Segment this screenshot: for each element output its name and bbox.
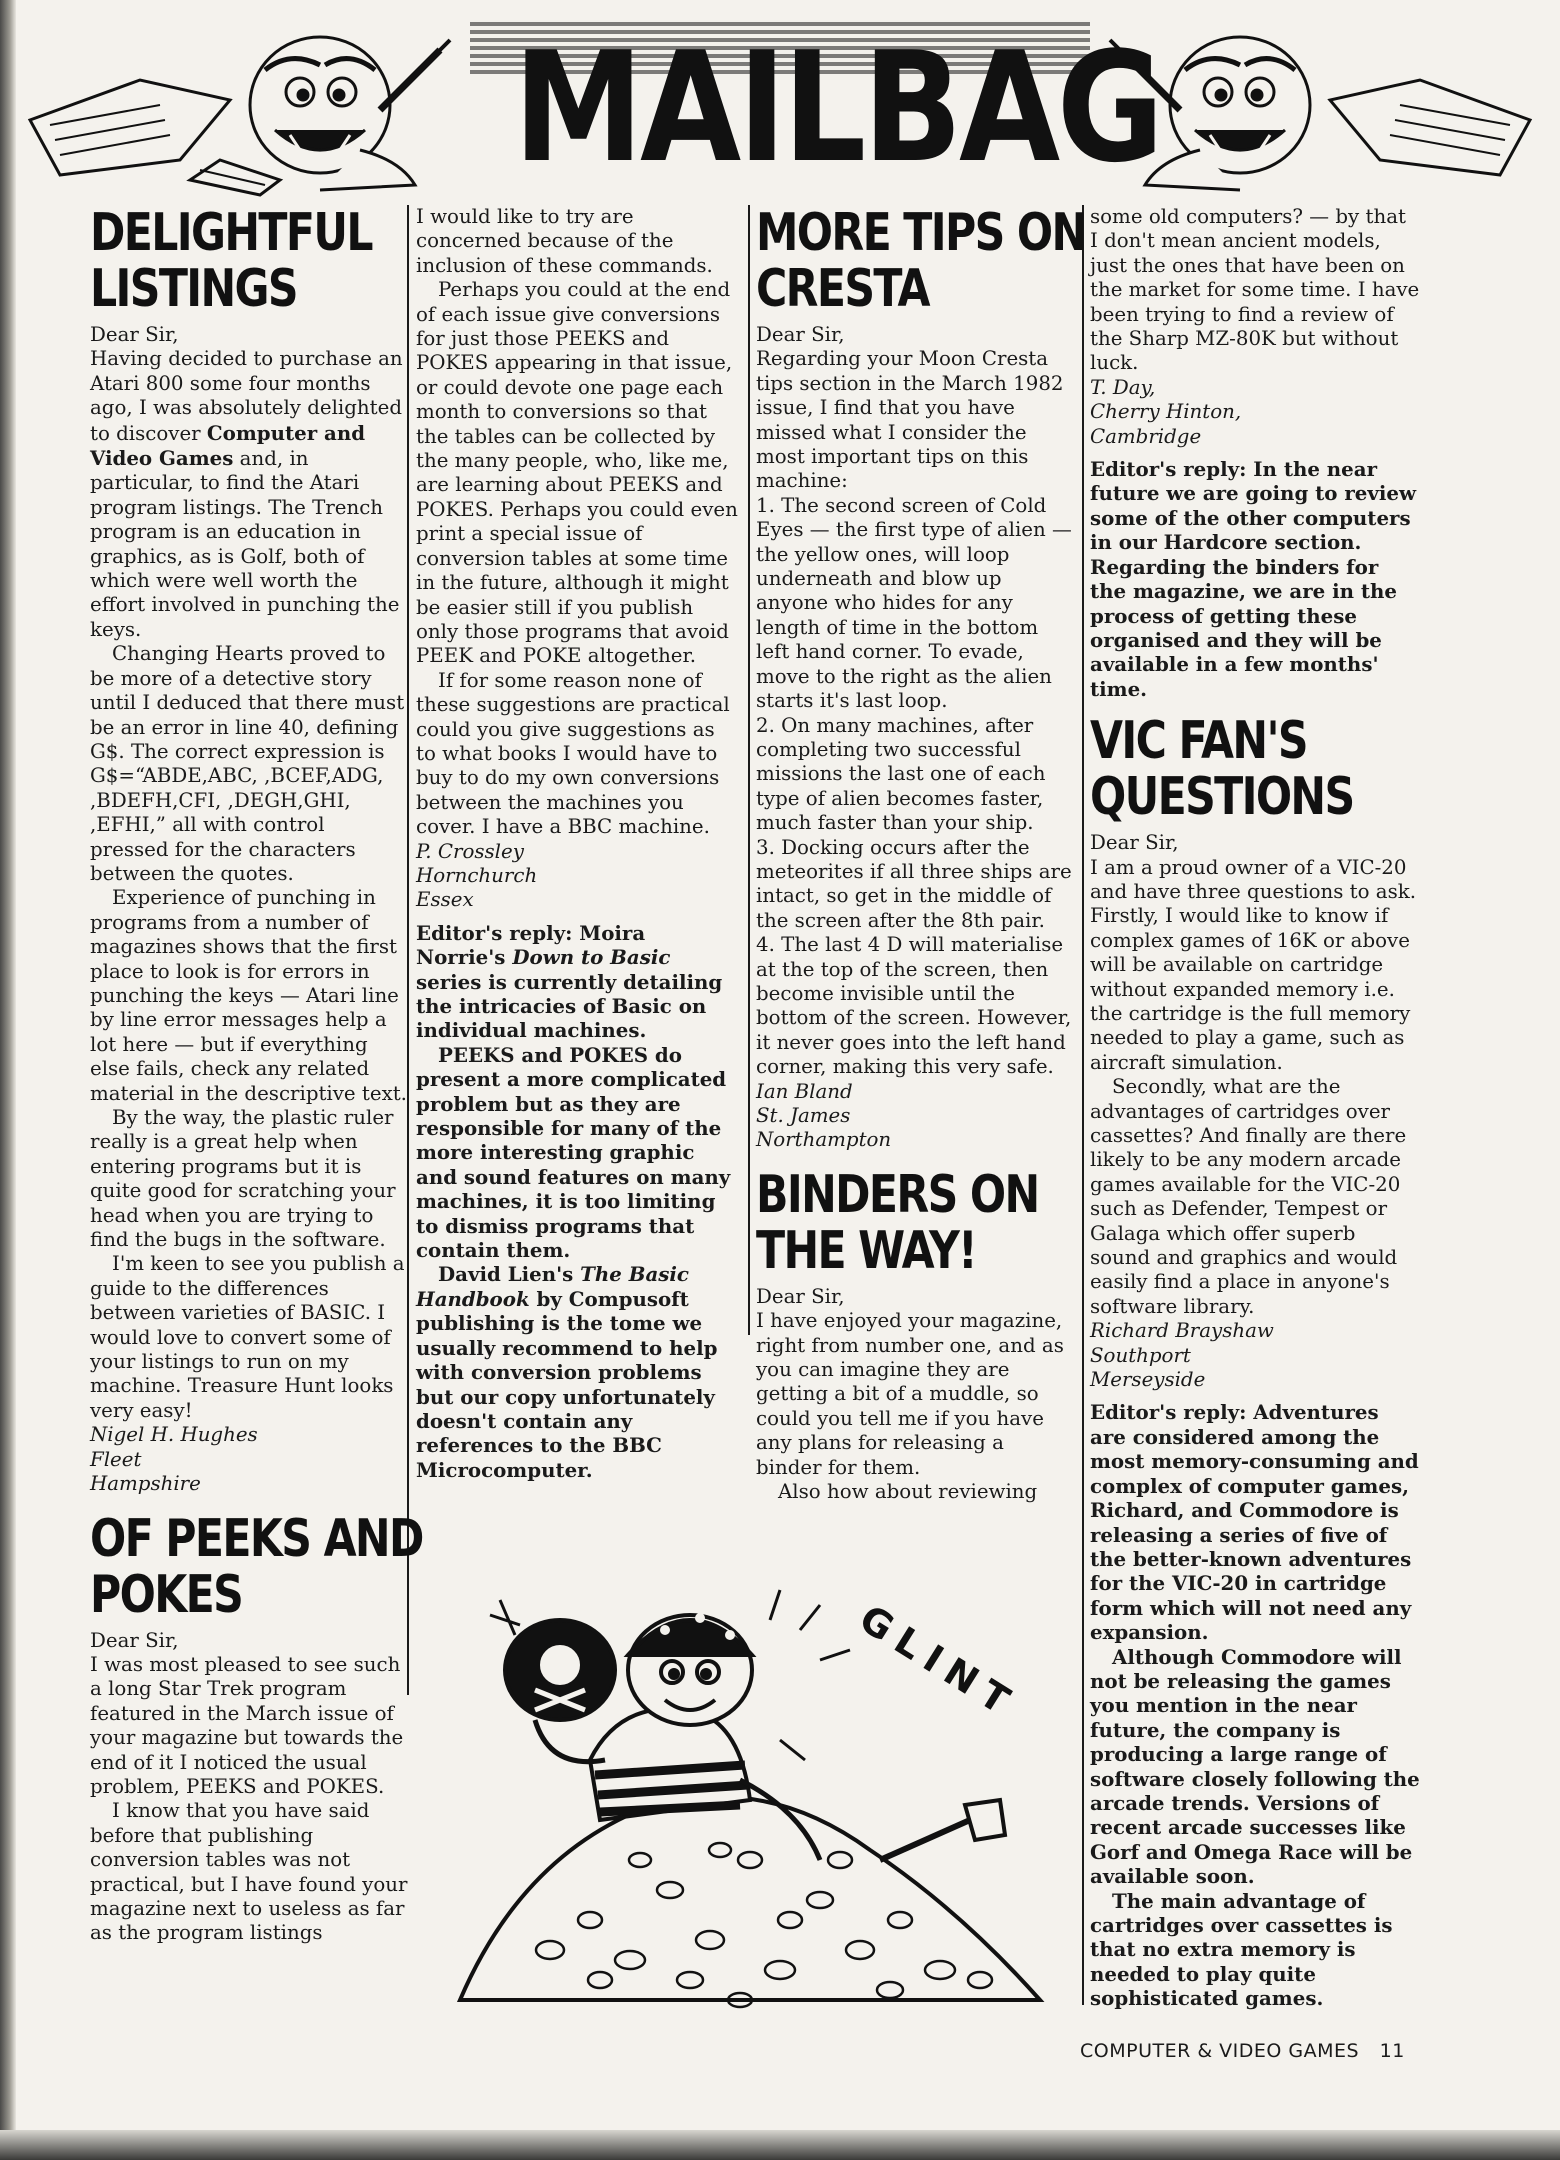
letter-paragraph: I would like to try are concerned because of the inclusion of these commands. (416, 205, 713, 277)
left-creature-illustration (20, 10, 460, 200)
page-footer (1080, 2040, 1405, 2062)
column-4 (1090, 205, 1420, 2011)
page-bottom-shadow (0, 2130, 1560, 2160)
editors-reply-paragraph: Although Commodore will not be releasing the games you mention in the near future, the company is producing a large range of software closely following the arcade trends. Versions of recent arcade successes like Gorf and Omega Race will be available soon. (1090, 1644, 1420, 1889)
tip-item: 2. On many machines, after completing two successful missions the last one of each type of alien becomes faster, much faster than your ship. (756, 713, 1046, 835)
page-number: 11 (1379, 2040, 1405, 2062)
pirate-treasure-illustration (440, 1560, 1080, 2030)
letter-paragraph: I am a proud owner of a VIC-20 and have three questions to ask. Firstly, I would like to know if complex games of 16K or above will be available on cartridge without expanded memory i.e. the cartridge is the full memory needed to play a game, such as aircraft simulation. (1090, 855, 1417, 1074)
letter-paragraph: I was most pleased to see such a long Star Trek program featured in the March issue of your magazine but towards the end of it I noticed the usual problem, PEEKS and POKES. (90, 1652, 404, 1798)
editors-reply: Editor's reply: Moira Norrie's Down to Basic series is currently detailing the intricacies of Basic on individual machines. (416, 920, 723, 1043)
column-rule (1082, 205, 1084, 2005)
letter-paragraph: I have enjoyed your magazine, right from number one, and as you can imagine they are getting a bit of a muddle, so could you tell me if you have any plans for releasing a binder for them. (756, 1309, 1064, 1479)
salutation: Dear Sir, (90, 1628, 179, 1652)
letter-paragraph: Experience of punching in programs from a number of magazines shows that the first place to look is for errors in punching the keys — Atari line by line error messages help a lot here — but if everything else fails, check any related material in the descriptive text. (90, 886, 407, 1105)
letter-paragraph: Perhaps you could at the end of each issue give conversions for just those PEEKS and POKES appearing in that issue, or could devote one page each month to conversions so that the tables can be collected by the many people, who, like me, are learning about PEEKS and POKES. Perhaps you could even print a special issue of conversion tables at some time in the future, although it might be easier still if you publish only those programs that avoid PEEK and POKE altogether. (416, 278, 738, 668)
letter-paragraph: I know that you have said before that publishing conversion tables was not practical, but I have found your magazine next to useless as far as the program listings (90, 1799, 408, 1945)
tip-item: 1. The second screen of Cold Eyes — the first type of alien — the yellow ones, will loop underneath and blow up anyone who hides for any length of time in the bottom left hand corner. To evade, move to the right as the alien starts it's last loop. (756, 493, 1072, 713)
letter-paragraph: Having decided to purchase an Atari 800 some four months ago, I was absolutely delighted to discover Computer and Video Games and, in particular, to find the Atari program listings. The Trench program is an education in graphics, as is Golf, both of which were well worth the effort involved in punching the keys. (90, 347, 403, 641)
editors-reply-paragraph: David Lien's The Basic Handbook by Compusoft publishing is the tome we usually recommend to help with conversion problems but our copy unfortunately doesn't contain any references to the BBC Microcomputer. (416, 1262, 718, 1482)
signature-town: St. James (756, 1104, 851, 1127)
masthead (0, 0, 1560, 200)
signature-town: Southport (1090, 1343, 1191, 1367)
letter-paragraph: If for some reason none of these suggestions are practical could you give suggestions as to what books I would have to buy to do my own conversions between the machines you cover. I have a BBC machine. (416, 668, 730, 839)
letter-paragraph: Secondly, what are the advantages of cartridges over cassettes? And finally are there likely to be any modern arcade games available for the VIC-20 such as Defender, Tempest or Galaga which offer superb sound and graphics and would easily find a place in anyone's software library. (1090, 1075, 1407, 1318)
signature-county: Cambridge (1090, 424, 1202, 448)
signature-name: P. Crossley (416, 839, 524, 863)
headline-binders-on-the-way: BINDERS ON THE WAY! (756, 1164, 1039, 1281)
signature-name: Nigel H. Hughes (90, 1423, 258, 1447)
signature-name: Ian Bland (756, 1079, 853, 1103)
editors-reply: Editor's reply: In the near future we are going to review some of the other computers in our Hardcore section. Regarding the binders for the magazine, we are in the process of getting these organised and they will be available in a few months' time. (1090, 457, 1417, 701)
letter-paragraph: Regarding your Moon Cresta tips section in the March 1982 issue, I find that you have missed what I consider the most important tips on this machine: (756, 347, 1064, 493)
column-1 (90, 203, 423, 1946)
salutation: Dear Sir, (756, 323, 845, 346)
signature-town: Cherry Hinton, (1090, 400, 1242, 424)
signature-name: T. Day, (1090, 375, 1156, 399)
signature-name: Richard Brayshaw (1090, 1319, 1274, 1343)
masthead-title: MAILBAG (513, 19, 1161, 196)
editors-reply-paragraph: PEEKS and POKES do present a more complicated problem but as they are responsible for many of the more interesting graphic and sound features on many machines, it is too limiting to dismiss programs that contain them. (416, 1042, 731, 1263)
signature-county: Northampton (756, 1128, 892, 1152)
headline-more-tips-on-cresta: MORE TIPS ON CRESTA (756, 203, 1086, 319)
letter-paragraph: Changing Hearts proved to be more of a detective story until I deduced that there must be an error in line 40, defining G$. The correct expression is G$=“ABDE,ABC, ,BCEF,ADG, ,BDEFH,CFI, ,DEGH,GHI, ,EFHI,” all with control pressed for the characters between the quotes. (90, 642, 405, 885)
headline-vic-fans-questions: VIC FAN'S QUESTIONS (1090, 711, 1354, 828)
letter-paragraph: Also how about reviewing (778, 1480, 1038, 1504)
salutation: Dear Sir, (756, 1284, 845, 1308)
headline-of-peeks-and-pokes: OF PEEKS AND POKES (90, 1508, 423, 1625)
signature-town: Fleet (90, 1447, 142, 1471)
column-rule (748, 205, 750, 1335)
right-creature-illustration (1100, 10, 1540, 200)
signature-county: Essex (416, 888, 474, 912)
letter-paragraph: I'm keen to see you publish a guide to the differences between varieties of BASIC. I would love to convert some of your listings to run on my machine. Treasure Hunt looks very easy! (90, 1252, 405, 1422)
signature-county: Hampshire (90, 1472, 201, 1496)
editors-reply-paragraph: The main advantage of cartridges over cassettes is that no extra memory is needed to play quite sophisticated games. (1090, 1888, 1393, 2011)
magazine-name: COMPUTER & VIDEO GAMES (1080, 2040, 1360, 2062)
signature-town: Hornchurch (416, 863, 538, 887)
signature-county: Merseyside (1090, 1368, 1206, 1392)
tip-item: 3. Docking occurs after the meteorites if all three ships are intact, so get in the middle of the screen after the 8th pair. (756, 835, 1072, 932)
letter-paragraph: some old computers? — by that I don't mean ancient models, just the ones that have been on the market for some time. I have been trying to find a review of the Sharp MZ-80K but without luck. (1090, 205, 1420, 375)
column-3 (756, 203, 1086, 1504)
column-2 (416, 205, 740, 1482)
letter-paragraph: By the way, the plastic ruler really is a great help when entering programs but it is quite good for scratching your head when you are trying to find the bugs in the software. (90, 1106, 396, 1252)
salutation: Dear Sir, (90, 323, 179, 346)
editors-reply: Editor's reply: Adventures are considered among the most memory-consuming and complex of computer games, Richard, and Commodore is releasing a series of five of the better-known adventures for the VIC-20 in cartridge form which will not need any expansion. (1090, 1400, 1419, 1645)
headline-delightful-listings: DELIGHTFUL LISTINGS (90, 203, 372, 319)
page-spine-shadow (0, 0, 16, 2160)
tip-item: 4. The last 4 D will materialise at the top of the screen, then become invisible until the bottom of the screen. However, it never goes into the left hand corner, making this very safe. (756, 933, 1072, 1079)
glint-sound-effect: GLINT (851, 1596, 1026, 1728)
salutation: Dear Sir, (1090, 831, 1179, 855)
